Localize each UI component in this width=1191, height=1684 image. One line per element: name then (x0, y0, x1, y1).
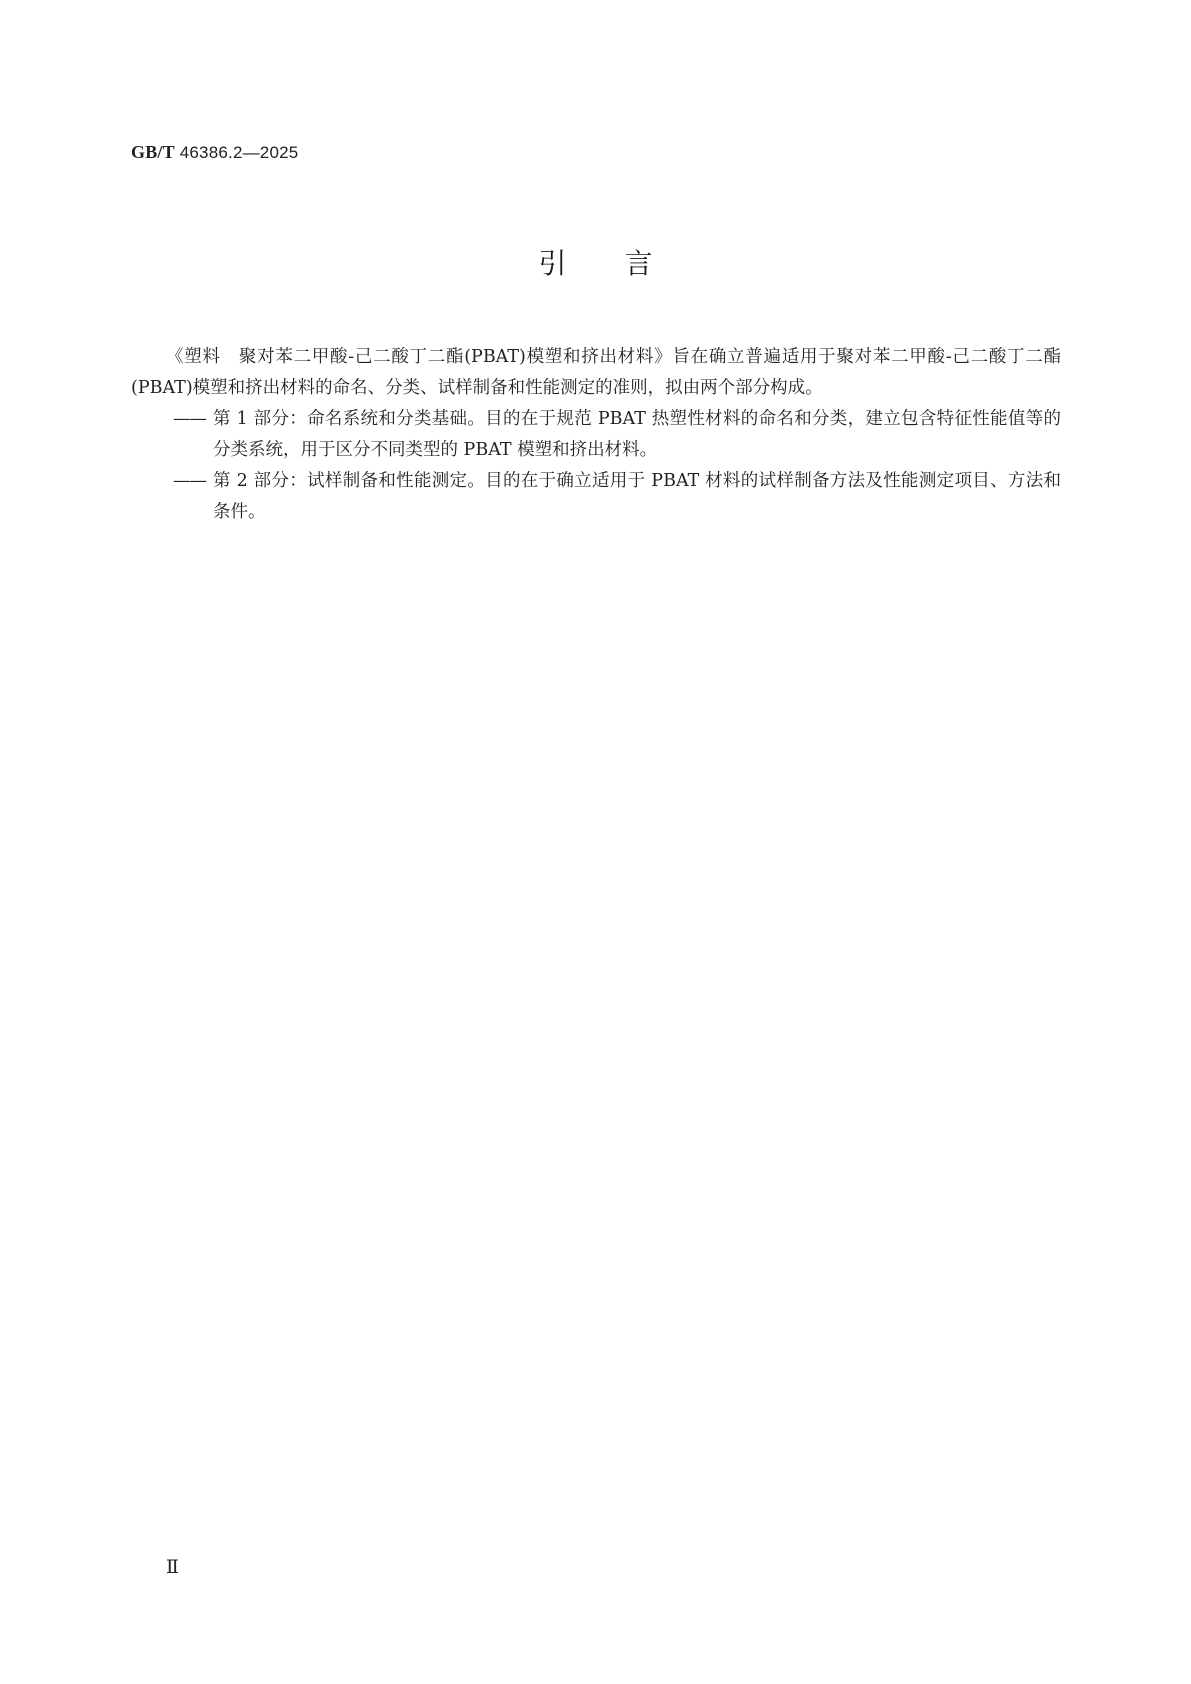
list-dash: —— (173, 409, 206, 429)
list-item-part-1 (131, 404, 1061, 466)
page-number: Ⅱ (166, 1557, 179, 1578)
page-title: 引言 (538, 247, 711, 280)
list-dash: —— (173, 471, 206, 491)
list-item-text: 第 1 部分：命名系统和分类基础。目的在于规范 PBAT 热塑性材料的命名和分类，建立包含特征性能值等的分类系统，用于区分不同类型的 PBAT 模塑和挤出材料。 (213, 409, 1061, 460)
list-item-part-2 (131, 466, 1061, 528)
document-body (131, 342, 1061, 528)
list-item-text: 第 2 部分：试样制备和性能测定。目的在于确立适用于 PBAT 材料的试样制备方法及性能测定项目、方法和条件。 (213, 471, 1061, 522)
standard-number: 46386.2—2025 (174, 143, 299, 162)
standard-code (131, 142, 298, 163)
intro-paragraph: 《塑料 聚对苯二甲酸-己二酸丁二酯(PBAT)模塑和挤出材料》旨在确立普遍适用于聚对苯二甲酸-己二酸丁二酯(PBAT)模塑和挤出材料的命名、分类、试样制备和性能测定的准则，拟由两个部分构成。 (131, 347, 1061, 398)
standard-prefix: GB/T (131, 142, 175, 162)
